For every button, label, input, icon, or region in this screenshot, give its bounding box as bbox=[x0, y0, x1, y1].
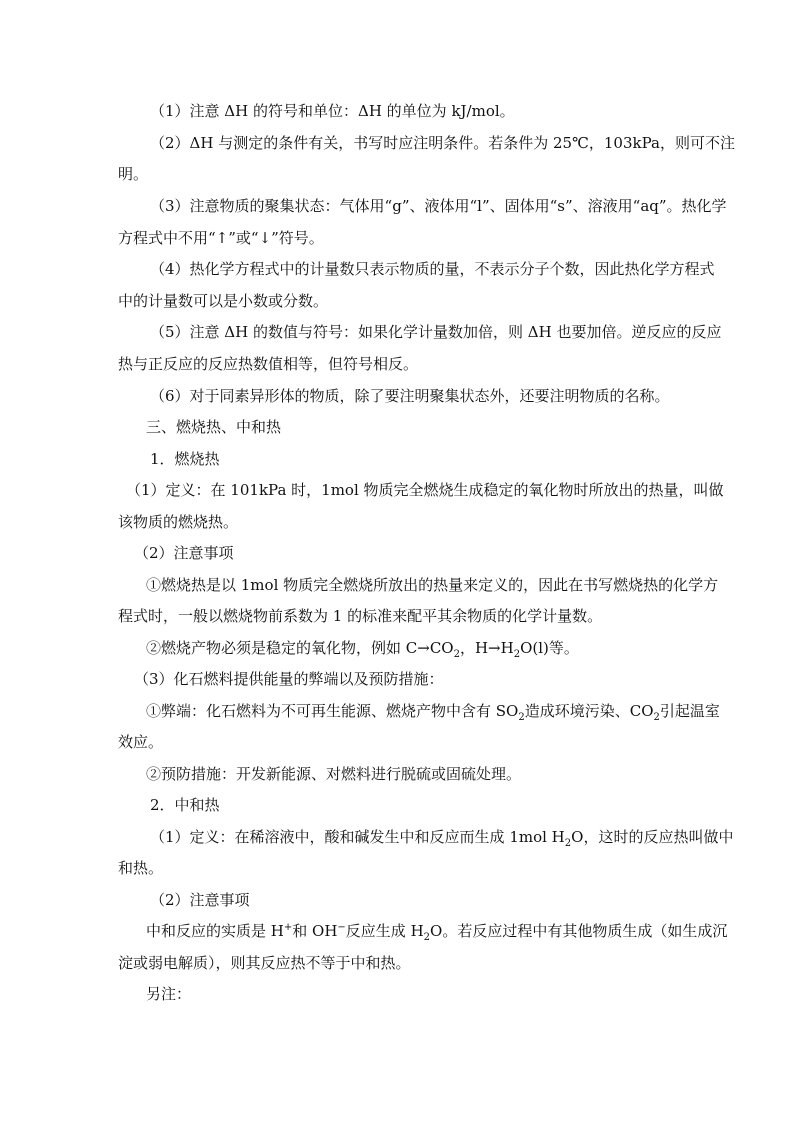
text-run: 该物质的燃烧热。 bbox=[118, 513, 239, 531]
text-run: （2）ΔH 与测定的条件有关，书写时应注明条件。若条件为 25℃，103kPa，则可不注 bbox=[150, 134, 735, 152]
text-run: （4）热化学方程式中的计量数只表示物质的量，不表示分子个数，因此热化学方程式 bbox=[150, 260, 715, 278]
text-run: O(l)等。 bbox=[520, 639, 579, 657]
subsection-heading bbox=[150, 795, 220, 815]
text-run: ②预防措施：开发新能源、对燃料进行脱硫或固硫处理。 bbox=[146, 765, 522, 783]
paragraph-line bbox=[150, 196, 727, 216]
formula-supscript: − bbox=[337, 922, 346, 933]
paragraph-line bbox=[150, 386, 670, 406]
text-run: 引起温室 bbox=[659, 702, 720, 720]
paragraph-line bbox=[146, 701, 720, 721]
paragraph-line bbox=[146, 638, 579, 658]
text-run: （1）注意 ΔH 的符号和单位：ΔH 的单位为 kJ/mol。 bbox=[150, 102, 515, 120]
text-run: 1．燃烧热 bbox=[150, 450, 220, 468]
paragraph-line bbox=[150, 890, 250, 910]
paragraph-line bbox=[118, 291, 328, 311]
paragraph-line bbox=[126, 480, 724, 500]
text-run: 三、燃烧热、中和热 bbox=[146, 418, 282, 436]
paragraph-line bbox=[134, 543, 234, 563]
formula-subscript: 2 bbox=[653, 712, 660, 723]
text-run: （2）注意事项 bbox=[134, 544, 234, 562]
paragraph-line bbox=[118, 164, 148, 184]
text-run: 方程式中不用“↑”或“↓”符号。 bbox=[118, 229, 324, 247]
text-run: 明。 bbox=[118, 165, 149, 183]
text-run: （1）定义：在 101kPa 时，1mol 物质完全燃烧生成稳定的氧化物时所放出的热量，叫做 bbox=[126, 481, 724, 499]
paragraph-line bbox=[118, 228, 324, 248]
text-run: 另注： bbox=[146, 985, 192, 1003]
text-run: 反应生成 H bbox=[345, 922, 424, 940]
text-run: （2）注意事项 bbox=[150, 891, 250, 909]
text-run: ②燃烧产物必须是稳定的氧化物，例如 C→CO bbox=[146, 639, 454, 657]
text-run: 和 OH bbox=[292, 922, 338, 940]
formula-subscript: 2 bbox=[453, 649, 460, 660]
paragraph-line bbox=[150, 259, 715, 279]
paragraph-line bbox=[150, 322, 721, 342]
text-run: 淀或弱电解质），则其反应热不等于中和热。 bbox=[118, 954, 411, 972]
formula-subscript: 2 bbox=[518, 712, 525, 723]
paragraph-line bbox=[146, 575, 718, 595]
paragraph-line bbox=[118, 858, 163, 878]
text-run: （5）注意 ΔH 的数值与符号：如果化学计量数加倍，则 ΔH 也要加倍。逆反应的反应 bbox=[150, 323, 722, 341]
text-run: 程式时，一般以燃烧物前系数为 1 的标准来配平其余物质的化学计量数。 bbox=[118, 607, 603, 625]
paragraph-line bbox=[150, 827, 733, 847]
text-run: ①弊端：化石燃料为不可再生能源、燃烧产物中含有 SO bbox=[146, 702, 519, 720]
text-run: 造成环境污染、CO bbox=[524, 702, 654, 720]
text-run: 2．中和热 bbox=[150, 796, 220, 814]
paragraph-line bbox=[146, 921, 727, 941]
text-run: O。若反应过程中有其他物质生成（如生成沉 bbox=[430, 922, 728, 940]
text-run: 热与正反应的反应热数值相等，但符号相反。 bbox=[118, 355, 419, 373]
paragraph-line bbox=[118, 512, 238, 532]
text-run: （3）化石燃料提供能量的弊端以及预防措施： bbox=[134, 670, 444, 688]
text-run: 中的计量数可以是小数或分数。 bbox=[118, 292, 329, 310]
paragraph-line bbox=[118, 732, 163, 752]
formula-subscript: 2 bbox=[564, 838, 572, 849]
formula-subscript: 2 bbox=[513, 649, 521, 660]
text-run: O，这时的反应热叫做中 bbox=[571, 828, 734, 846]
section-heading bbox=[146, 417, 281, 437]
paragraph-line bbox=[146, 984, 191, 1004]
text-run: （3）注意物质的聚集状态：气体用“g”、液体用“l”、固体用“s”、溶液用“aq”。热化学 bbox=[150, 197, 727, 215]
paragraph-line bbox=[150, 133, 735, 153]
text-run: 中和反应的实质是 H bbox=[146, 922, 284, 940]
subsection-heading bbox=[150, 449, 220, 469]
paragraph-line bbox=[150, 101, 515, 121]
paragraph-line bbox=[146, 764, 521, 784]
paragraph-line bbox=[118, 953, 411, 973]
text-run: 效应。 bbox=[118, 733, 164, 751]
text-run: ，H→H bbox=[459, 639, 514, 657]
formula-subscript: 2 bbox=[423, 932, 431, 943]
text-run: （1）定义：在稀溶液中，酸和碱发生中和反应而生成 1mol H bbox=[150, 828, 565, 846]
formula-supscript: + bbox=[283, 922, 293, 933]
text-run: （6）对于同素异形体的物质，除了要注明聚集状态外，还要注明物质的名称。 bbox=[150, 387, 670, 405]
text-run: 和热。 bbox=[118, 859, 164, 877]
paragraph-line bbox=[134, 669, 444, 689]
paragraph-line bbox=[118, 354, 418, 374]
paragraph-line bbox=[118, 606, 602, 626]
text-run: ①燃烧热是以 1mol 物质完全燃烧所放出的热量来定义的，因此在书写燃烧热的化学方 bbox=[146, 576, 719, 594]
